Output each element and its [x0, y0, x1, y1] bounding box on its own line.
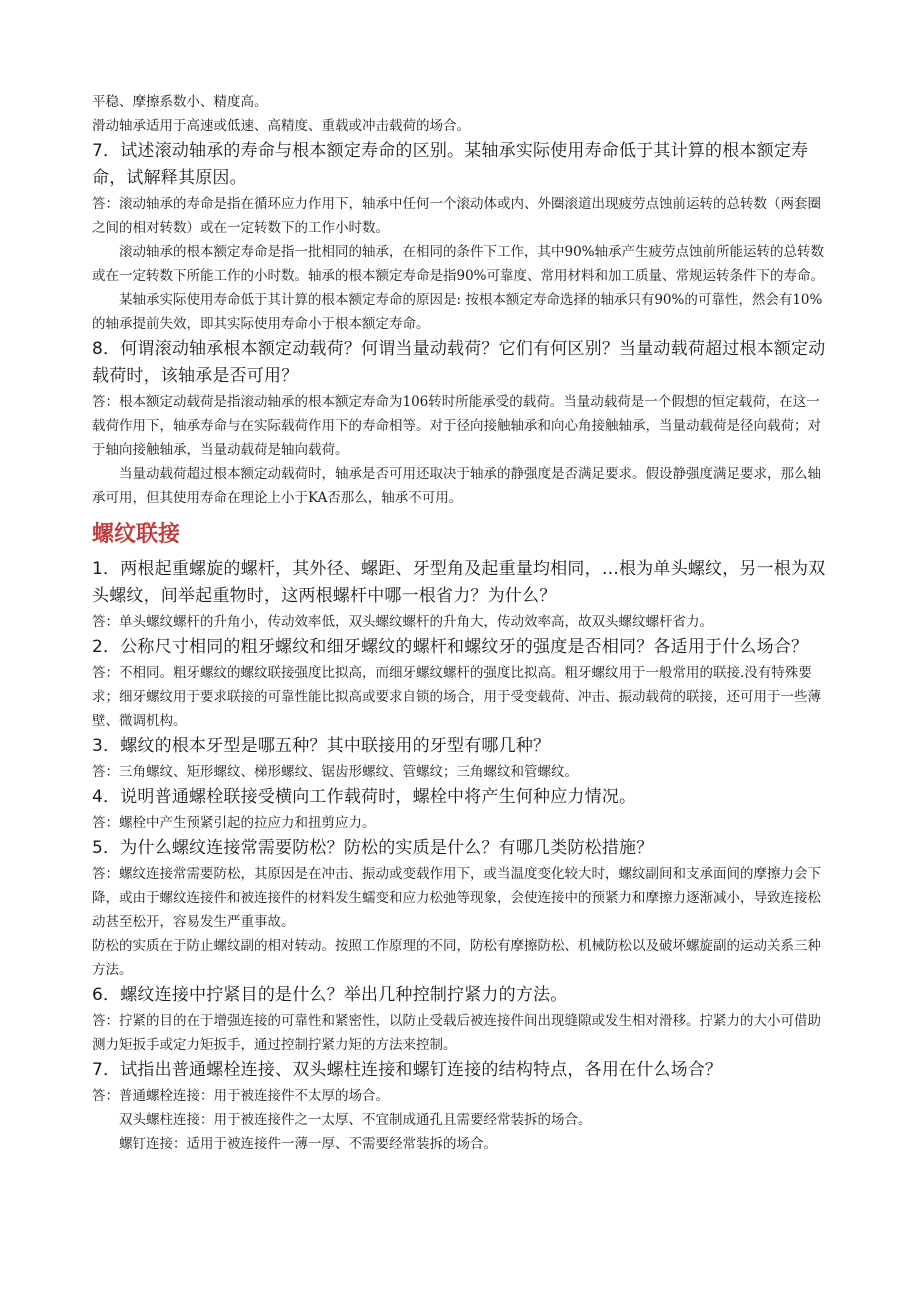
thread-question-1: 1．两根起重螺旋的螺杆，其外径、螺距、牙型角及起重量均相同，…根为单头螺纹，另一根为双头螺纹，间举起重物时，这两根螺杆中哪一根省力？为什么？: [92, 559, 826, 606]
thread-question-5: 5．为什么螺纹连接常需要防松？防松的实质是什么？有哪几类防松措施？: [92, 838, 654, 858]
thread-answer-3: 答：三角螺纹、矩形螺纹、梯形螺纹、锯齿形螺纹、管螺纹；三角螺纹和管螺纹。: [92, 764, 578, 780]
thread-answer-4: 答：螺栓中产生预紧引起的拉应力和扭剪应力。: [92, 815, 376, 831]
bearing-answer-8-p1: 答：根本额定动载荷是指滚动轴承的根本额定寿命为106转时所能承受的载荷。当量动载荷是一个假想的恒定载荷，在这一载荷作用下，轴承寿命与在实际载荷作用下的寿命相等。对于径向接触轴承和向心角接触轴承，当量动载荷是径向载荷；对于轴向接触轴承，当量动载荷是轴向载荷。: [92, 394, 821, 458]
thread-answer-7-p2: 双头螺柱连接：用于被连接件之一太厚、不宜制成通孔且需要经常装拆的场合。: [119, 1112, 592, 1128]
thread-answer-5-p2: 防松的实质在于防止螺纹副的相对转动。按照工作原理的不同，防松有摩擦防松、机械防松以及破坏螺旋副的运动关系三种方法。: [92, 938, 821, 978]
thread-question-4: 4．说明普通螺栓联接受横向工作载荷时，螺栓中将产生何种应力情况。: [92, 787, 637, 807]
bearing-answer-7-p2: 滚动轴承的根本额定寿命是指一批相同的轴承，在相同的条件下工作，其中90%轴承产生疲劳点蚀前所能运转的总转数或在一定转数下所能工作的小时数。轴承的根本额定寿命是指90%可靠度、常用材料和加工质量、常规运转条件下的寿命。: [92, 244, 825, 284]
thread-answer-7-p1: 答：普通螺栓连接：用于被连接件不太厚的场合。: [92, 1088, 389, 1104]
intro-line-1: 平稳、摩擦系数小、精度高。: [92, 94, 268, 110]
bearing-answer-7-p1: 答：滚动轴承的寿命是指在循环应力作用下，轴承中任何一个滚动体或内、外圈滚道出现疲劳点蚀前运转的总转数（两套圈之间的相对转数）或在一定转数下的工作小时数。: [92, 196, 821, 236]
thread-answer-2: 答：不相同。粗牙螺纹的螺纹联接强度比拟高，而细牙螺纹螺杆的强度比拟高。粗牙螺纹用于一般常用的联接.没有特殊要求；细牙螺纹用于要求联接的可靠性能比拟高或要求自锁的场合，用于受变载荷、冲击、振动载荷的联接，还可用于一些薄壁、微调机构。: [92, 665, 821, 729]
thread-question-2: 2．公称尺寸相同的粗牙螺纹和细牙螺纹的螺杆和螺纹牙的强度是否相同？各适用于什么场合？: [92, 637, 809, 657]
bearing-answer-8-p2: 当量动载荷超过根本额定动载荷时，轴承是否可用还取决于轴承的静强度是否满足要求。假设静强度满足要求，那么轴承可用，但其使用寿命在理论上小于KA否那么，轴承不可用。: [92, 466, 821, 506]
thread-question-6: 6．螺纹连接中拧紧目的是什么？举出几种控制拧紧力的方法。: [92, 985, 568, 1005]
thread-answer-7-p3: 螺钉连接：适用于被连接件一薄一厚、不需要经常装拆的场合。: [119, 1136, 497, 1152]
thread-question-7: 7．试指出普通螺栓连接、双头螺柱连接和螺钉连接的结构特点，各用在什么场合？: [92, 1060, 723, 1080]
section-title-thread-connection: 螺纹联接: [92, 522, 181, 547]
thread-answer-1: 答：单头螺纹螺杆的升角小，传动效率低，双头螺纹螺杆的升角大，传动效率高，故双头螺纹螺杆省力。: [92, 614, 713, 630]
bearing-question-7: 7．试述滚动轴承的寿命与根本额定寿命的区别。某轴承实际使用寿命低于其计算的根本额定寿命，试解释其原因。: [92, 141, 809, 188]
thread-answer-5-p1: 答：螺纹连接常需要防松，其原因是在冲击、振动或变载作用下，或当温度变化较大时，螺纹副间和支承面间的摩擦力会下降，或由于螺纹连接件和被连接件的材料发生蠕变和应力松弛等现象，会使连接中的预紧力和摩擦力逐渐减小，导致连接松动甚至松开，容易发生严重事故。: [92, 866, 821, 930]
intro-line-2: 滑动轴承适用于高速或低速、高精度、重载或冲击载荷的场合。: [92, 118, 470, 134]
bearing-answer-7-p3: 某轴承实际使用寿命低于其计算的根本额定寿命的原因是: 按根本额定寿命选择的轴承只有90%的可靠性，然会有10%的轴承提前失效，即其实际使用寿命小于根本额定寿命。: [92, 292, 823, 332]
thread-answer-6: 答：拧紧的目的在于增强连接的可靠性和紧密性，以防止受载后被连接件间出现缝隙或发生相对滑移。拧紧力的大小可借助测力矩扳手或定力矩扳手，通过控制拧紧力矩的方法来控制。: [92, 1013, 821, 1053]
thread-question-3: 3．螺纹的根本牙型是哪五种？其中联接用的牙型有哪几种？: [92, 736, 551, 756]
bearing-question-8: 8．何谓滚动轴承根本额定动载荷？何谓当量动载荷？它们有何区别？当量动载荷超过根本额定动载荷时，该轴承是否可用？: [92, 339, 826, 386]
